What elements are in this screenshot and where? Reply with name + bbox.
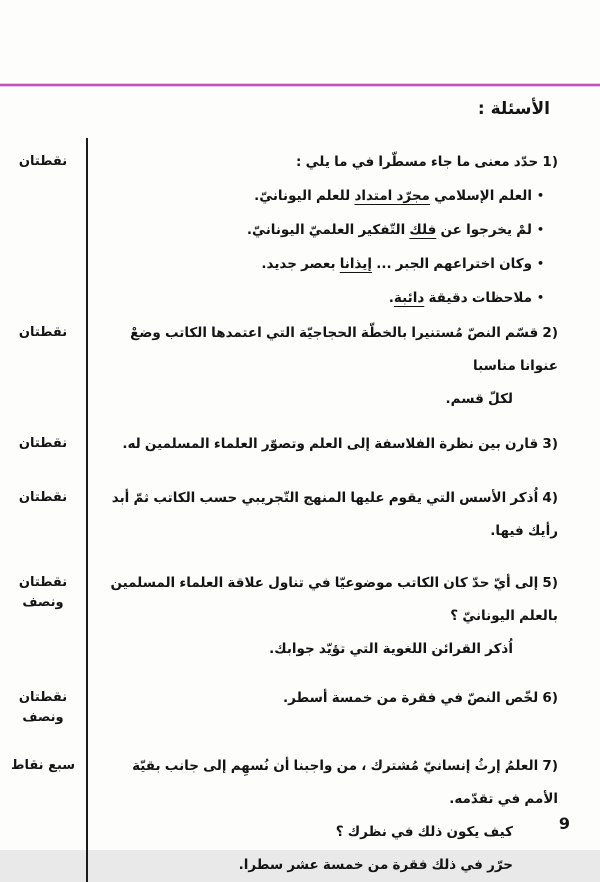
bullet-item: •ملاحظات دقيقة دائبة.: [388, 290, 544, 306]
page-number: 9: [558, 814, 570, 833]
question-continuation: كيف يكون ذلك في نظرك ؟: [335, 824, 513, 840]
pink-divider: [0, 84, 600, 86]
question-continuation: اُذكر القرائن اللغوية التي تؤيّد جوابك.: [269, 641, 513, 657]
question-number: 3): [542, 436, 558, 452]
question-text: 4) اُذكر الأسس التي يقوم عليها المنهج التّجريبي حسب الكاتب ثمّ أبد رأيك فيها.: [111, 490, 558, 539]
question-text: 6) لخّص النصّ في فقرة من خمسة أسطر.: [282, 690, 558, 706]
question-row: [0, 750, 600, 882]
question-number: 2): [542, 325, 558, 341]
points-label: [0, 317, 88, 428]
bullet-icon: •: [536, 257, 544, 270]
question-text: [88, 138, 600, 317]
question-continuation: لكلّ قسم.: [445, 391, 513, 407]
points-label: [0, 482, 88, 567]
question-row: [0, 138, 600, 317]
question-number: 6): [542, 690, 558, 706]
question-number: 4): [542, 490, 558, 506]
points-text: ونصف: [22, 595, 64, 610]
question-text: 7) العلمُ إرثُ إنسانيّ مُشترك ، من واجبنا أن نُسهِم إلى جانب بقيّة الأمم في تقدّمه. كيف يكون ذلك في نظرك ؟ حرّر في ذلك فقرة من خمسة عشر سطرا.: [88, 750, 600, 882]
points-label: [0, 138, 88, 317]
points-label: [0, 750, 88, 882]
questions-section: [0, 138, 600, 882]
bullet-item: •وكان اختراعهم الجبر ... إيذانا بعصر جديد.: [261, 256, 544, 272]
bullet-item: •لمْ يخرجوا عن فلك التّفكير العلميّ اليونانيّ.: [246, 222, 544, 238]
question-row: [0, 567, 600, 682]
points-text: سبع نقاط: [10, 758, 76, 773]
points-label: [0, 567, 88, 682]
points-text: نقطتان: [18, 154, 68, 169]
bullet-icon: •: [536, 189, 544, 202]
question-text: 3) قارن بين نظرة الفلاسفة إلى العلم وتصوّر العلماء المسلمين له.: [122, 436, 558, 452]
question-row: [0, 428, 600, 482]
bullet-icon: •: [536, 291, 544, 304]
bullet-item: •العلم الإسلامي مجرّد امتداد للعلم اليونانيّ.: [254, 188, 544, 204]
points-text: ونصف: [22, 710, 64, 725]
question-number: 5): [542, 575, 558, 591]
points-label: [0, 428, 88, 482]
points-text: نقطتان: [18, 690, 68, 705]
question-text: 2) قسّم النصّ مُستنيرا بالخطّة الحجاجيّة التي اعتمدها الكاتب وضعْ عنوانا مناسبا لكلّ قسم.: [88, 317, 600, 428]
points-text: نقطتان: [18, 436, 68, 451]
points-text: نقطتان: [18, 575, 68, 590]
question-text: 5) إلى أيّ حدّ كان الكاتب موضوعيّا في تناول علاقة العلماء المسلمين بالعلم اليونانيّ ؟ اُذكر القرائن اللغوية التي تؤيّد جوابك.: [88, 567, 600, 682]
question-row: [0, 482, 600, 567]
points-text: نقطتان: [18, 490, 68, 505]
question-row: [0, 682, 600, 750]
question-number: 7): [542, 758, 558, 774]
question-row: [0, 317, 600, 428]
page-title: الأسئلة :: [477, 99, 550, 119]
points-label: [0, 682, 88, 750]
question-continuation: حرّر في ذلك فقرة من خمسة عشر سطرا.: [238, 857, 513, 873]
question-number: 1): [542, 154, 558, 170]
points-text: نقطتان: [18, 325, 68, 340]
bullet-icon: •: [536, 223, 544, 236]
question-intro: 1) حدّد معنى ما جاء مسطّرا في ما يلي :: [296, 154, 558, 170]
